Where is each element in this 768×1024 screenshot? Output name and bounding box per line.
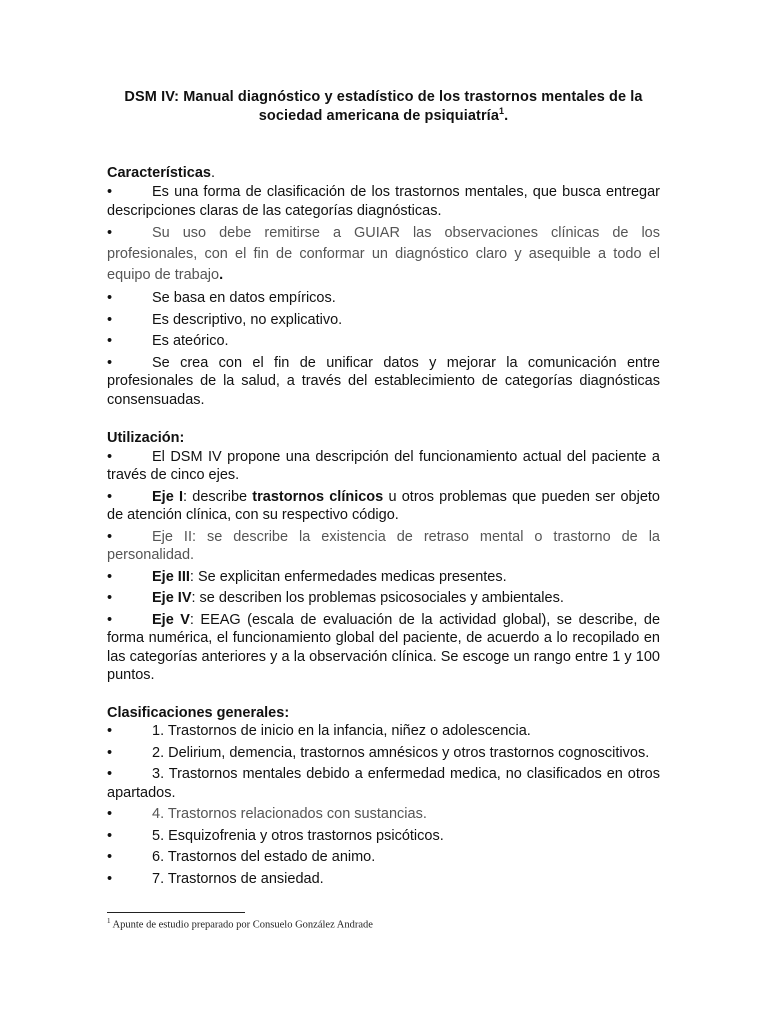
list-item: • El DSM IV propone una descripción del funcionamiento actual del paciente a través de cinco ejes. — [107, 448, 660, 483]
list-item: • 7. Trastornos de ansiedad. — [107, 870, 324, 887]
footnote-ref: 1 — [498, 106, 505, 117]
list-item: • Eje IV: se describen los problemas psicosociales y ambientales. — [107, 590, 564, 606]
list-item: • Es ateórico. — [107, 333, 229, 349]
section-clasificaciones — [107, 704, 660, 889]
list-item: • 6. Trastornos del estado de animo. — [107, 849, 376, 865]
bullet-icon: • — [107, 333, 113, 349]
section-utilizacion — [107, 429, 660, 685]
bullet-icon: • — [107, 311, 113, 328]
list-item: • Es descriptivo, no explicativo. — [107, 311, 343, 328]
bullet-icon: • — [107, 568, 113, 585]
list-item: • Eje III: Se explicitan enfermedades medicas presentes. — [107, 568, 507, 585]
document-page — [107, 88, 660, 888]
bullet-icon: • — [107, 611, 113, 628]
bullet-icon: • — [107, 528, 113, 545]
list-item: • Eje V: EEAG (escala de evaluación de la actividad global), se describe, de forma numérica, el funcionamiento global del paciente, de acuerdo a lo recopilado en las categorías anteriores y a la observación clínica. Se escoge un rango entre 1 y 100 puntos. — [107, 611, 661, 683]
section-heading: Clasificaciones generales: — [107, 704, 290, 721]
bullet-icon: • — [107, 290, 113, 306]
document-title: DSM IV: Manual diagnóstico y estadístico de los trastornos mentales de la sociedad americana de psiquiatría$^1$. — [124, 89, 643, 124]
list-item: • 1. Trastornos de inicio en la infancia, niñez o adolescencia. — [107, 723, 531, 739]
list-item: • 3. Trastornos mentales debido a enfermedad medica, no clasificados en otros apartados. — [107, 766, 660, 801]
section-caracteristicas — [107, 164, 660, 409]
footnote: $^1$ Apunte de estudio preparado por Consuelo González Andrade — [107, 917, 373, 931]
list-item: • Se crea con el fin de unificar datos y mejorar la comunicación entre profesionales de la salud, a través del establecimiento de categorías diagnósticas consensuadas. — [107, 354, 660, 408]
list-item: • 2. Delirium, demencia, trastornos amnésicos y otros trastornos cognoscitivos. — [107, 744, 650, 761]
footnote-divider — [107, 912, 245, 913]
bullet-icon: • — [107, 806, 113, 822]
section-heading: Utilización: — [107, 430, 185, 446]
bullet-icon: • — [107, 448, 113, 465]
bullet-icon: • — [107, 225, 113, 241]
list-item: • Se basa en datos empíricos. — [107, 290, 336, 306]
list-item: • 5. Esquizofrenia y otros trastornos psicóticos. — [107, 827, 444, 844]
bullet-icon: • — [107, 744, 113, 761]
bullet-icon: • — [107, 723, 113, 739]
bullet-icon: • — [107, 354, 113, 371]
list-item: • Es una forma de clasificación de los trastornos mentales, que busca entregar descripciones claras de las categorías diagnósticas. — [107, 184, 660, 219]
bullet-icon: • — [107, 827, 113, 844]
bullet-icon: • — [107, 590, 113, 606]
bullet-icon: • — [107, 766, 113, 782]
list-item: • 4. Trastornos relacionados con sustancias. — [107, 806, 427, 822]
section-heading: Características. — [107, 165, 216, 181]
list-item: • Su uso debe remitirse a GUIAR las observaciones clínicas de los profesionales, con el fin de conformar un diagnóstico claro y asequible a todo el equipo de trabajo. — [107, 225, 660, 283]
bullet-icon: • — [107, 488, 113, 505]
list-item: • Eje I: describe trastornos clínicos u otros problemas que pueden ser objeto de atención clínica, con su respectivo código. — [107, 488, 660, 523]
bullet-icon: • — [107, 870, 113, 887]
list-item: • Eje II: se describe la existencia de retraso mental o trastorno de la personalidad. — [107, 528, 660, 563]
bullet-icon: • — [107, 184, 113, 200]
bullet-icon: • — [107, 849, 113, 865]
